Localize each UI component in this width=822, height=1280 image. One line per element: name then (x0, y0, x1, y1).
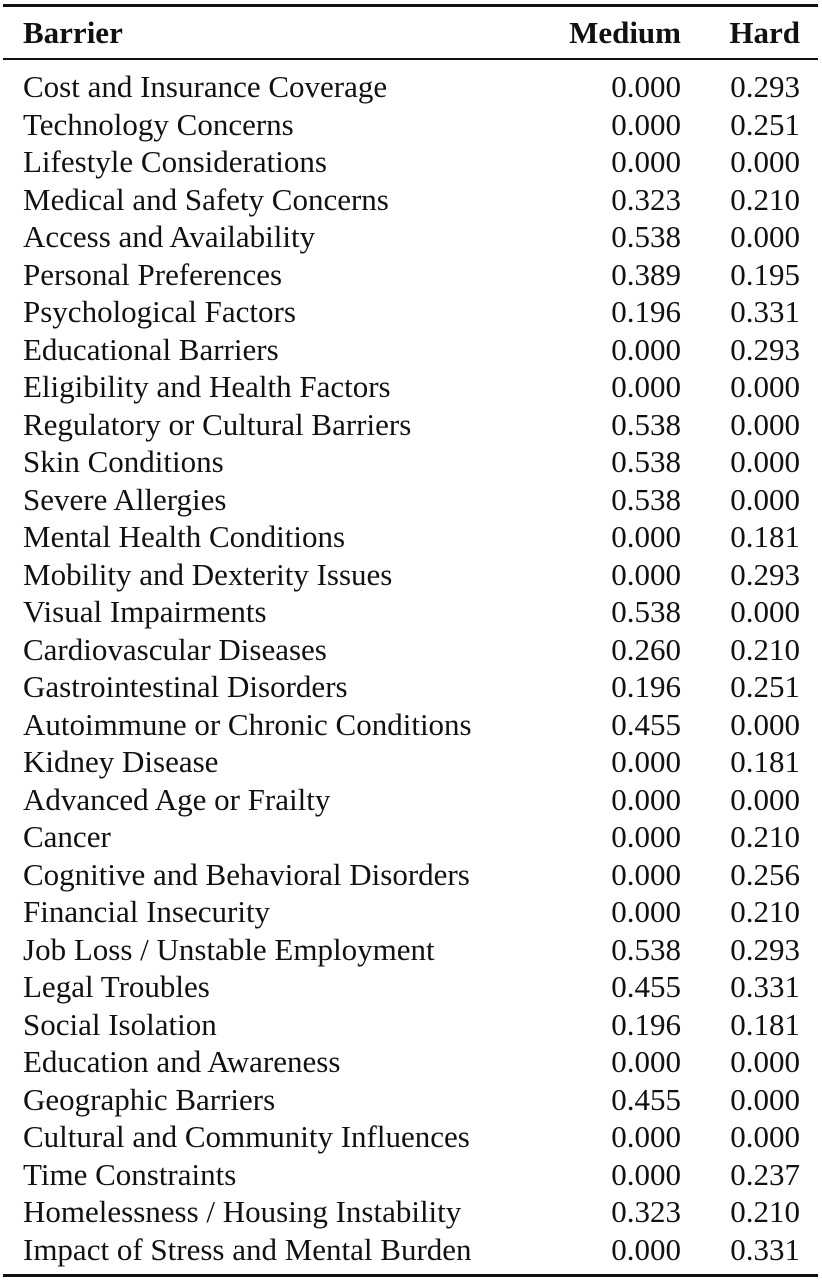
cell-hard: 0.000 (730, 144, 800, 179)
table-row (3, 1156, 818, 1194)
cell-medium: 0.000 (611, 781, 681, 817)
cell-barrier: Severe Allergies (23, 481, 227, 517)
cell-medium: 0.260 (611, 631, 681, 667)
cell-hard: 0.195 (730, 256, 800, 292)
cell-barrier: Mobility and Dexterity Issues (23, 556, 393, 592)
cell-hard: 0.251 (730, 106, 800, 142)
cell-barrier: Social Isolation (23, 1006, 217, 1042)
cell-barrier: Education and Awareness (23, 1044, 341, 1079)
cell-hard: 0.000 (730, 481, 800, 517)
cell-medium: 0.389 (611, 256, 681, 292)
table-row (3, 293, 818, 331)
cell-medium: 0.455 (611, 706, 681, 742)
cell-medium: 0.538 (611, 406, 681, 442)
cell-hard: 0.000 (730, 1081, 800, 1117)
cell-medium: 0.000 (611, 331, 681, 367)
cell-barrier: Cultural and Community Influences (23, 1119, 470, 1154)
table-row (3, 931, 818, 969)
cell-hard: 0.331 (730, 294, 800, 329)
cell-barrier: Technology Concerns (23, 106, 294, 142)
cell-barrier: Lifestyle Considerations (23, 144, 327, 179)
cell-hard: 0.331 (730, 969, 800, 1004)
cell-hard: 0.210 (730, 1194, 800, 1229)
table-row (3, 781, 818, 819)
barrier-table-body (3, 60, 818, 1268)
cell-medium: 0.000 (611, 1119, 681, 1154)
table-row (3, 1231, 818, 1269)
header-hard: Hard (729, 14, 800, 50)
cell-hard: 0.000 (730, 406, 800, 442)
cell-barrier: Time Constraints (23, 1156, 237, 1192)
cell-hard: 0.293 (730, 556, 800, 592)
cell-barrier: Eligibility and Health Factors (23, 369, 391, 404)
header-row (3, 7, 818, 58)
cell-barrier: Advanced Age or Frailty (23, 781, 331, 817)
cell-medium: 0.000 (611, 69, 681, 104)
table-body (3, 60, 818, 1268)
cell-barrier: Cognitive and Behavioral Disorders (23, 856, 470, 892)
cell-hard: 0.293 (730, 331, 800, 367)
cell-hard: 0.181 (730, 519, 800, 554)
table-row (3, 331, 818, 369)
cell-hard: 0.210 (730, 181, 800, 217)
cell-hard: 0.000 (730, 1119, 800, 1154)
table-row (3, 68, 818, 106)
cell-medium: 0.000 (611, 556, 681, 592)
table-row (3, 1118, 818, 1156)
table-row (3, 1081, 818, 1119)
cell-hard: 0.293 (730, 69, 800, 104)
cell-hard: 0.293 (730, 931, 800, 967)
cell-hard: 0.000 (730, 369, 800, 404)
table-row (3, 143, 818, 181)
cell-medium: 0.000 (611, 819, 681, 854)
cell-hard: 0.000 (730, 1044, 800, 1079)
cell-hard: 0.181 (730, 1006, 800, 1042)
cell-medium: 0.455 (611, 1081, 681, 1117)
cell-barrier: Medical and Safety Concerns (23, 181, 389, 217)
table-row (3, 181, 818, 219)
cell-hard: 0.256 (730, 856, 800, 892)
table-row (3, 743, 818, 781)
cell-medium: 0.538 (611, 931, 681, 967)
cell-barrier: Job Loss / Unstable Employment (23, 931, 435, 967)
cell-barrier: Geographic Barriers (23, 1081, 276, 1117)
cell-barrier: Gastrointestinal Disorders (23, 669, 348, 704)
cell-medium: 0.538 (611, 444, 681, 479)
cell-hard: 0.331 (730, 1231, 800, 1267)
header-medium: Medium (569, 14, 681, 50)
cell-hard: 0.251 (730, 669, 800, 704)
table-header (3, 7, 818, 58)
table-row (3, 256, 818, 294)
cell-hard: 0.000 (730, 594, 800, 629)
table-row (3, 481, 818, 519)
cell-hard: 0.000 (730, 219, 800, 254)
cell-hard: 0.000 (730, 706, 800, 742)
cell-hard: 0.000 (730, 781, 800, 817)
cell-medium: 0.323 (611, 181, 681, 217)
cell-hard: 0.181 (730, 744, 800, 779)
cell-hard: 0.210 (730, 819, 800, 854)
table-row (3, 818, 818, 856)
table-row (3, 1043, 818, 1081)
cell-medium: 0.000 (611, 1231, 681, 1267)
cell-medium: 0.000 (611, 106, 681, 142)
cell-barrier: Mental Health Conditions (23, 519, 346, 554)
cell-barrier: Homelessness / Housing Instability (23, 1194, 462, 1229)
cell-barrier: Cost and Insurance Coverage (23, 69, 388, 104)
table-row (3, 893, 818, 931)
cell-barrier: Impact of Stress and Mental Burden (23, 1231, 472, 1267)
cell-medium: 0.323 (611, 1194, 681, 1229)
table-row (3, 1193, 818, 1231)
header-barrier: Barrier (23, 14, 123, 50)
table-row (3, 631, 818, 669)
table-row (3, 106, 818, 144)
table-body-spacer (3, 60, 818, 68)
table-row (3, 518, 818, 556)
cell-medium: 0.538 (611, 481, 681, 517)
cell-medium: 0.000 (611, 856, 681, 892)
table-row (3, 668, 818, 706)
cell-medium: 0.196 (611, 294, 681, 329)
cell-medium: 0.000 (611, 1044, 681, 1079)
cell-barrier: Skin Conditions (23, 444, 224, 479)
table-row (3, 593, 818, 631)
cell-barrier: Visual Impairments (23, 594, 267, 629)
cell-hard: 0.210 (730, 631, 800, 667)
cell-medium: 0.000 (611, 1156, 681, 1192)
cell-medium: 0.000 (611, 894, 681, 929)
cell-barrier: Financial Insecurity (23, 894, 271, 929)
cell-hard: 0.237 (730, 1156, 800, 1192)
cell-barrier: Cancer (23, 819, 111, 854)
table-row (3, 556, 818, 594)
table-row (3, 1006, 818, 1044)
cell-medium: 0.000 (611, 144, 681, 179)
barrier-table-container (3, 4, 818, 1277)
cell-hard: 0.210 (730, 894, 800, 929)
cell-medium: 0.000 (611, 744, 681, 779)
cell-medium: 0.000 (611, 519, 681, 554)
table-bottom-rule (3, 1274, 818, 1277)
cell-medium: 0.196 (611, 1006, 681, 1042)
cell-barrier: Access and Availability (23, 219, 316, 254)
cell-barrier: Psychological Factors (23, 294, 296, 329)
barrier-table (3, 7, 818, 58)
cell-barrier: Legal Troubles (23, 969, 210, 1004)
table-row (3, 368, 818, 406)
cell-barrier: Cardiovascular Diseases (23, 631, 327, 667)
cell-medium: 0.455 (611, 969, 681, 1004)
cell-barrier: Autoimmune or Chronic Conditions (23, 706, 472, 742)
cell-medium: 0.538 (611, 219, 681, 254)
table-row (3, 218, 818, 256)
cell-medium: 0.538 (611, 594, 681, 629)
table-row (3, 406, 818, 444)
cell-barrier: Educational Barriers (23, 331, 279, 367)
cell-medium: 0.000 (611, 369, 681, 404)
cell-barrier: Kidney Disease (23, 744, 219, 779)
table-row (3, 706, 818, 744)
cell-barrier: Regulatory or Cultural Barriers (23, 406, 412, 442)
cell-barrier: Personal Preferences (23, 256, 283, 292)
cell-medium: 0.196 (611, 669, 681, 704)
cell-hard: 0.000 (730, 444, 800, 479)
table-row (3, 856, 818, 894)
table-row (3, 443, 818, 481)
table-row (3, 968, 818, 1006)
